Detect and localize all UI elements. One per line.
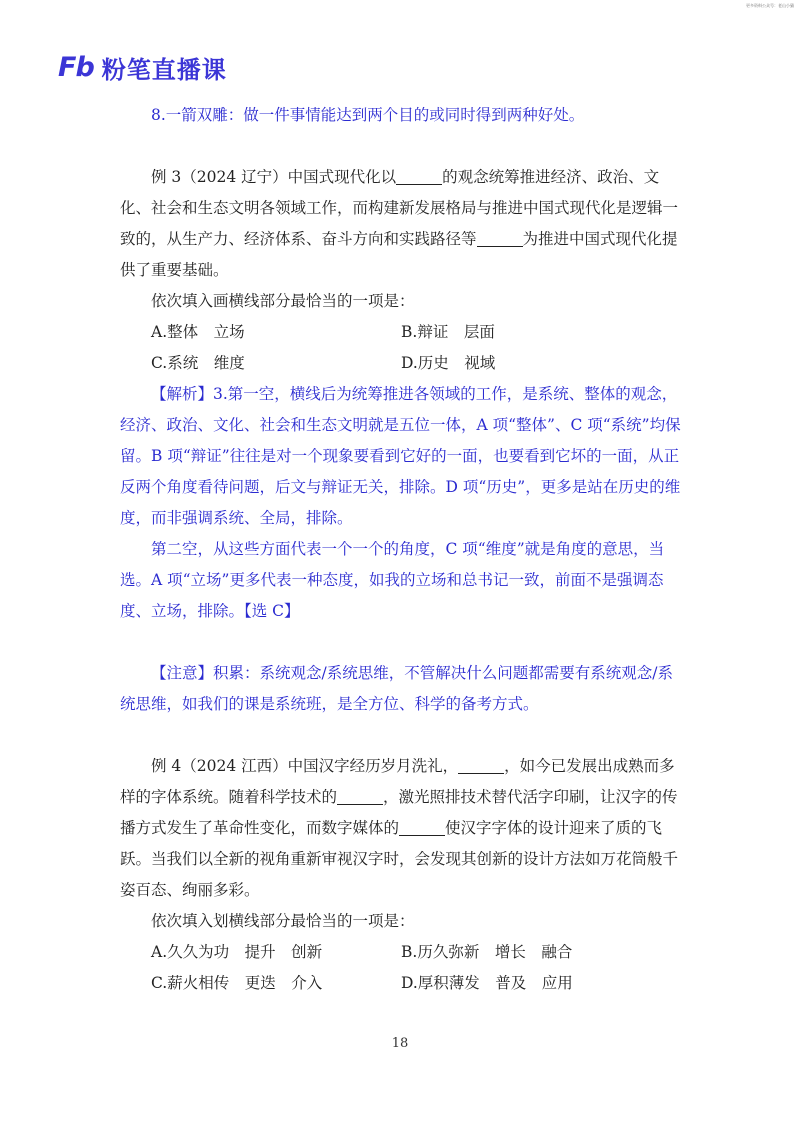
option-a: A.久久为功 提升 创新 (151, 943, 323, 961)
option-b: B.历久弥新 增长 融合 (401, 943, 573, 961)
option-b: B.辩证 层面 (401, 323, 495, 341)
analysis-paragraph-2: 第二空，从这些方面代表一个一个的角度，C 项“维度”就是角度的意思，当选。A 项“立场”更多代表一种态度，如我的立场和总书记一致，前面不是强调态度、立场，排除。【选 C】 (120, 540, 665, 620)
blank-line (396, 169, 442, 186)
document-body (120, 100, 685, 999)
blank-line (458, 758, 504, 775)
logo-text: 粉笔直播课 (101, 55, 227, 84)
idiom-note: 8.一箭双雕：做一件事情能达到两个目的或同时得到两种好处。 (151, 106, 585, 124)
blank-line (477, 231, 523, 248)
example4-question: 依次填入划横线部分最恰当的一项是： (151, 912, 415, 930)
example3-question: 依次填入画横线部分最恰当的一项是： (151, 292, 415, 310)
option-a: A.整体 立场 (151, 323, 245, 341)
watermark-text: 更多资料公众号：老山小猫 (746, 3, 794, 8)
example4-options (120, 937, 685, 999)
example4-stem: 例 4（2024 江西）中国汉字经历岁月洗礼， ，如今已发展出成熟而多样的字体系统。随着科学技术的 ，激光照排技术替代活字印刷，让汉字的传播方式发生了革命性变化，而数字媒体的 使汉字字体的设计迎来了质的飞跃。当我们以全新的视角重新审视汉字时，会发现其创新的设计方法如万花筒般千姿百态、绚丽多彩。 (120, 757, 679, 899)
option-c: C.薪火相传 更迭 介入 (151, 974, 323, 992)
brand-logo (58, 52, 227, 82)
example3-stem: 例 3（2024 辽宁）中国式现代化以 的观念统筹推进经济、政治、文化、社会和生态文明各领域工作，而构建新发展格局与推进中国式现代化是逻辑一致的，从生产力、经济体系、奋斗方向和实践路径等 为推进中国式现代化提供了重要基础。 (120, 168, 679, 279)
option-c: C.系统 维度 (151, 354, 245, 372)
analysis-paragraph-1: 【解析】3.第一空，横线后为统筹推进各领域的工作，是系统、整体的观念，经济、政治、文化、社会和生态文明就是五位一体，A 项“整体”、C 项“系统”均保留。B 项“辩证”往往是对一个现象要看到它好的一面，也要看到它坏的一面，从正反两个角度看待问题，后文与辩证无关，排除。D 项“历史”，更多是站在历史的维度，而非强调系统、全局，排除。 (120, 385, 681, 527)
note-paragraph: 【注意】积累：系统观念/系统思维，不管解决什么问题都需要有系统观念/系统思维，如我们的课是系统班，是全方位、科学的备考方式。 (120, 664, 673, 713)
option-d: D.厚积薄发 普及 应用 (401, 974, 573, 992)
blank-line (337, 789, 383, 806)
example3-options (120, 317, 685, 379)
page-number: 18 (391, 1036, 409, 1051)
option-d: D.历史 视域 (401, 354, 496, 372)
blank-line (399, 820, 445, 837)
logo-mark: Fb (58, 51, 94, 83)
